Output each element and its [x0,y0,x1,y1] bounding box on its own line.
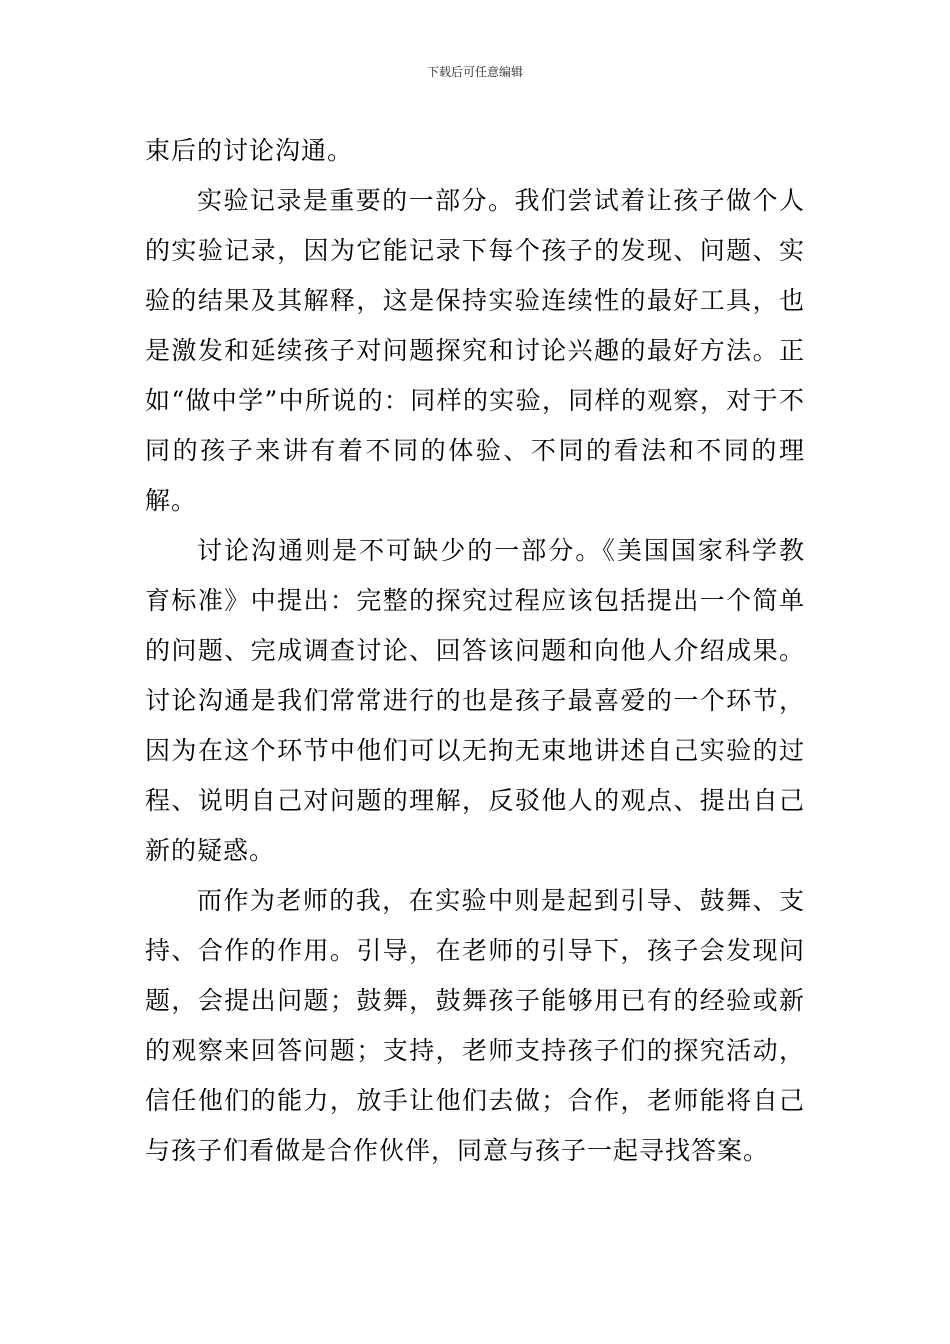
paragraph-teacher-role: 而作为老师的我，在实验中则是起到引导、鼓舞、支持、合作的作用。引导，在老师的引导下，孩子会发现问题，会提出问题；鼓舞，鼓舞孩子能够用已有的经验或新的观察来回答问题；支持，老师支持孩子们的探究活动，信任他们的能力，放手让他们去做；合作，老师能将自己与孩子们看做是合作伙伴，同意与孩子一起寻找答案。 [145,886,805,1165]
page-header: 下载后可任意编辑 [426,65,523,79]
paragraph-continuation: 束后的讨论沟通。 [145,136,354,165]
paragraph-experiment-records: 实验记录是重要的一部分。我们尝试着让孩子做个人的实验记录，因为它能记录下每个孩子的发现、问题、实验的结果及其解释，这是保持实验连续性的最好工具，也是激发和延续孩子对问题探究和讨论兴趣的最好方法。正如“做中学”中所说的：同样的实验，同样的观察，对于不同的孩子来讲有着不同的体验、不同的看法和不同的理解。 [145,186,805,515]
document-body [145,126,805,1176]
paragraph-discussion: 讨论沟通则是不可缺少的一部分。《美国国家科学教育标准》中提出：完整的探究过程应该包括提出一个简单的问题、完成调查讨论、回答该问题和向他人介绍成果。讨论沟通是我们常常进行的也是孩子最喜爱的一个环节，因为在这个环节中他们可以无拘无束地讲述自己实验的过程、说明自己对问题的理解，反驳他人的观点、提出自己新的疑惑。 [145,536,805,865]
